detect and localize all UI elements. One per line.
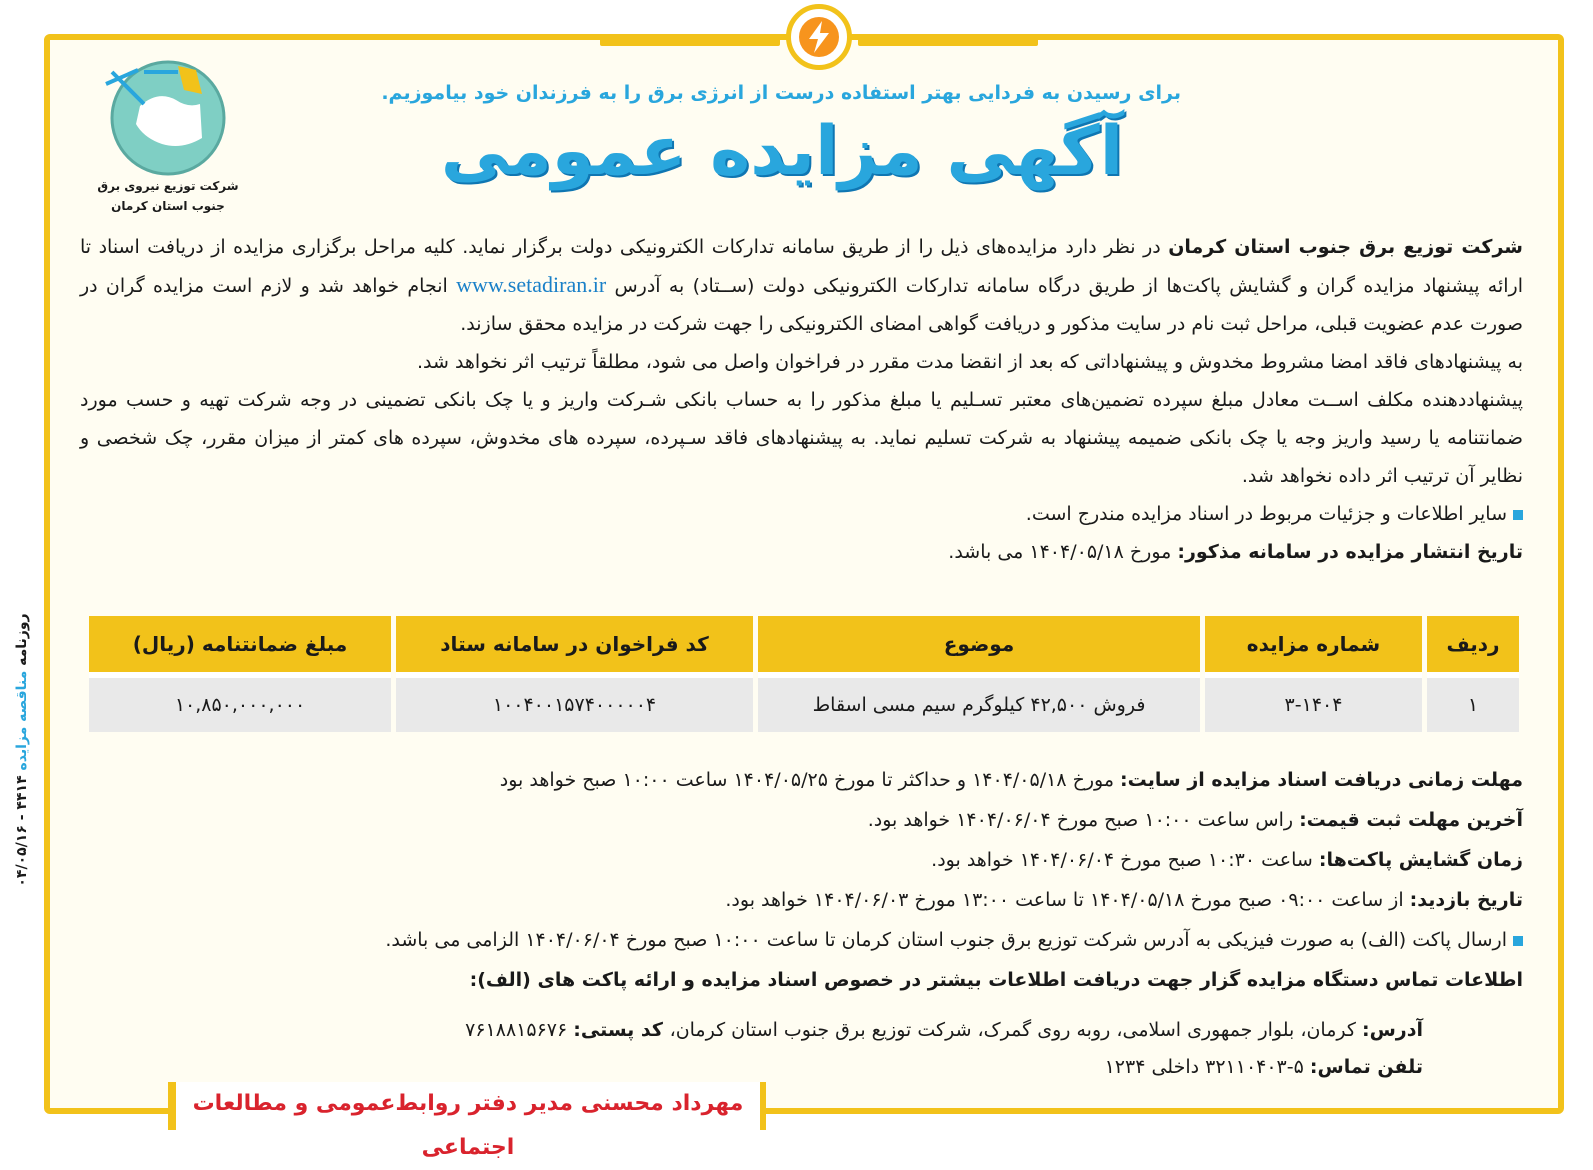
emblem-bar-right	[858, 34, 1038, 46]
tender-table	[84, 616, 1524, 732]
table-header-row	[89, 616, 1519, 672]
paragraph-guarantee: پیشنهاددهنده مکلف اســت معادل مبلغ سپرده تضمین‌های معتبر تسـلیم یا مبلغ مذکور را به حساب بانکی شـرکت واریز و یا چک بانکی تضمینی در وجه شرکت تهیه و حسب مورد ضمانتنامه یا رسید واریز وجه یا چک بانکی ضمیمه پیشنهاد به شرکت تسلیم نماید. به پیشنهادهای فاقد سـپرده، سپرده های مخدوش، سپرده های کمتر از میزان مقرر، چک شخصی و نظایر آن ترتیب اثر داده نخواهد شد.	[80, 389, 1523, 487]
paragraph-unsigned-bids: به پیشنهادهای فاقد امضا مشروط مخدوش و پیشنهاداتی که بعد از انقضا مدت مقرر در فراخوان واصل می شود، مطلقاً ترتیب اثر نخواهد شد.	[416, 351, 1523, 373]
intro-text-1: در نظر دارد مزایده‌های ذیل را از طریق سامانه تدارکات الکترونیکی دولت برگزار نماید. کلیه مراحل برگزاری مزایده از دریافت اسناد تا ارائه پیشنهاد مزایده گران و گشایش پاکت‌ها از طریق درگاه سامانه تدارکات الکترونیکی دولت (ســتاد) به آدرس	[80, 236, 1523, 297]
visit-date-label: تاریخ بازدید:	[1409, 889, 1523, 911]
body-text	[80, 228, 1523, 571]
emblem-bar-left	[600, 34, 780, 46]
cell-subject: فروش ۴۲,۵۰۰ کیلوگرم سیم مسی اسقاط	[758, 672, 1200, 732]
cell-guarantee-amount: ۱۰,۸۵۰,۰۰۰,۰۰۰	[89, 672, 391, 732]
company-name: شرکت توزیع برق جنوب استان کرمان	[1168, 236, 1523, 258]
cell-tender-number: ۳-۱۴۰۴	[1205, 672, 1422, 732]
document-deadline-value: مورخ ۱۴۰۴/۰۵/۱۸ و حداکثر تا مورخ ۱۴۰۴/۰۵/۲۵ ساعت ۱۰:۰۰ صبح خواهد بود	[499, 769, 1121, 791]
opening-time-label: زمان گشایش پاکت‌ها:	[1318, 849, 1523, 871]
document-deadline-label: مهلت زمانی دریافت اسناد مزایده از سایت:	[1120, 769, 1523, 791]
opening-time	[80, 840, 1523, 880]
intro-text-2: انجام خواهد شد و لازم است مزایده گران در صورت عدم عضویت قبلی، مراحل ثبت نام در سایت مذکور و دریافت گواهی امضای الکترونیکی را جهت شرکت در مزایده محقق سازند.	[80, 275, 1523, 335]
logo-caption-line2: جنوب استان کرمان	[111, 199, 225, 213]
phone-line	[465, 1049, 1423, 1086]
side-note-brand: مناقصه مزایده	[14, 670, 30, 771]
address-value: کرمان، بلوار جمهوری اسلامی، روبه روی گمرک، شرکت توزیع برق جنوب استان کرمان،	[669, 1019, 1362, 1041]
bid-deadline	[80, 800, 1523, 840]
intro-paragraph	[80, 228, 1523, 343]
col-guarantee-amount: مبلغ ضمانتنامه (ریال)	[89, 616, 391, 672]
opening-time-value: ساعت ۱۰:۳۰ صبح مورخ ۱۴۰۴/۰۶/۰۴ خواهد بود.	[931, 849, 1319, 871]
col-row-number: ردیف	[1427, 616, 1519, 672]
bullet-icon	[1513, 936, 1523, 946]
packet-submission-text: ارسال پاکت (الف) به صورت فیزیکی به آدرس شرکت توزیع برق جنوب استان کرمان تا ساعت ۱۰:۰۰ صبح مورخ ۱۴۰۴/۰۶/۰۴ الزامی می باشد.	[385, 929, 1507, 951]
page-title: آگهی مزایده عمومی	[440, 112, 1123, 191]
side-note-prefix: روزنامه	[14, 613, 30, 671]
other-info-text: سایر اطلاعات و جزئیات مربوط در اسناد مزایده مندرج است.	[1025, 503, 1507, 525]
phone-value: ۵-۳۲۱۱۰۴۰۳ داخلی ۱۲۳۴	[1104, 1056, 1310, 1078]
bid-deadline-label: آخرین مهلت ثبت قیمت:	[1299, 809, 1523, 831]
col-setad-code: کد فراخوان در سامانه ستاد	[396, 616, 753, 672]
document-deadline	[80, 760, 1523, 800]
power-distribution-company-logo-icon	[78, 46, 258, 176]
logo-caption-line1: شرکت توزیع نیروی برق	[97, 179, 239, 193]
details	[80, 760, 1523, 1000]
publication-date	[80, 533, 1523, 571]
slogan: برای رسیدن به فردایی بهتر استفاده درست از انرژی برق را به فرزندان خود بیاموزیم.	[381, 82, 1181, 104]
visit-date-value: از ساعت ۰۹:۰۰ صبح مورخ ۱۴۰۴/۰۵/۱۸ تا ساعت ۱۳:۰۰ مورخ ۱۴۰۴/۰۶/۰۳ خواهد بود.	[725, 889, 1410, 911]
col-subject: موضوع	[758, 616, 1200, 672]
table-row	[89, 672, 1519, 732]
publication-date-label: تاریخ انتشار مزایده در سامانه مذکور:	[1177, 541, 1523, 563]
visit-date	[80, 880, 1523, 920]
bullet-icon	[1513, 510, 1523, 520]
side-note-text	[14, 613, 30, 886]
bid-deadline-value: راس ساعت ۱۰:۰۰ صبح مورخ ۱۴۰۴/۰۶/۰۴ خواهد بود.	[867, 809, 1300, 831]
setad-url-link[interactable]: www.setadiran.ir	[456, 272, 607, 297]
address-label: آدرس:	[1361, 1019, 1423, 1041]
phone-label: تلفن تماس:	[1309, 1056, 1423, 1078]
side-note-issue: ۴۴۱۴ - ۰۴/۰۵/۱۶	[14, 770, 30, 887]
signature: مهرداد محسنی مدیر دفتر روابط‌عمومی و مطالعات اجتماعی	[168, 1082, 766, 1130]
packet-submission	[80, 920, 1523, 960]
postal-code-value: ۷۶۱۸۸۱۵۶۷۶	[465, 1019, 574, 1041]
paragraph-other-info	[80, 495, 1523, 533]
lightning-emblem-icon	[786, 4, 852, 70]
col-tender-number: شماره مزایده	[1205, 616, 1422, 672]
contact-heading: اطلاعات تماس دستگاه مزایده گزار جهت دریافت اطلاعات بیشتر در خصوص اسناد مزایده و ارائه پاکت های (الف):	[469, 969, 1523, 991]
postal-code-label: کد پستی:	[573, 1019, 670, 1041]
logo-caption	[78, 176, 258, 216]
publication-date-value: مورخ ۱۴۰۴/۰۵/۱۸ می باشد.	[948, 541, 1178, 563]
cell-setad-code: ۱۰۰۴۰۰۱۵۷۴۰۰۰۰۰۴	[396, 672, 753, 732]
contact-info	[465, 1012, 1423, 1086]
cell-row-number: ۱	[1427, 672, 1519, 732]
address-line	[465, 1012, 1423, 1049]
newspaper-side-note	[4, 600, 40, 900]
